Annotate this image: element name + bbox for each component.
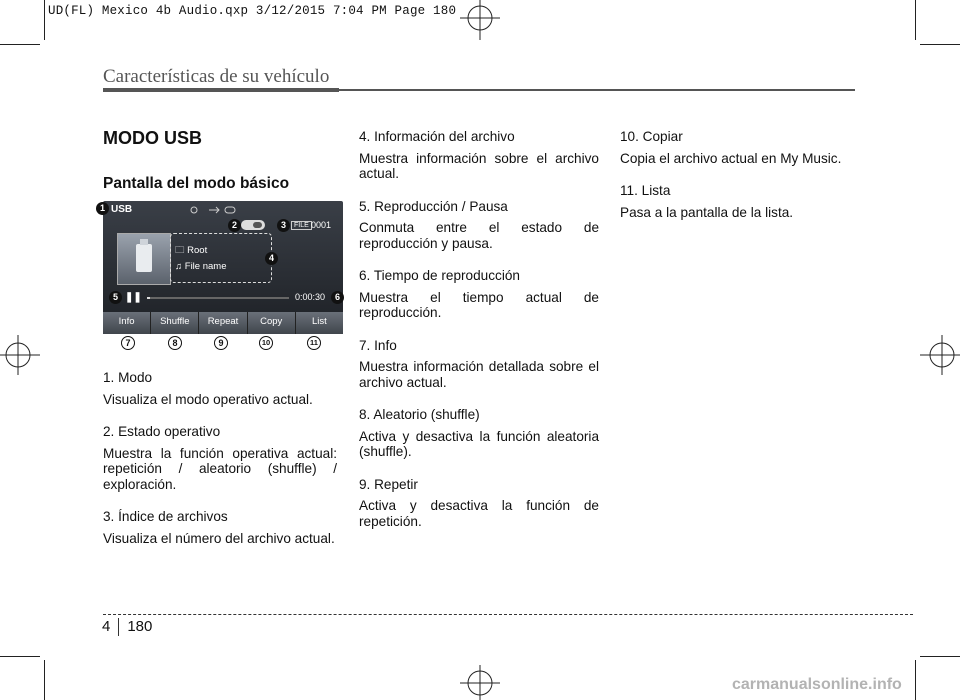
crop-mark — [44, 660, 45, 700]
status-icons — [189, 205, 239, 215]
section-title: Características de su vehículo — [103, 66, 330, 87]
page-number — [102, 618, 152, 636]
item-title: 11. Lista — [620, 183, 671, 198]
registration-mark-icon — [455, 665, 505, 700]
item-desc: Activa y desactiva la función aleatoria (shuffle). — [359, 428, 599, 459]
item-desc: Muestra información sobre el archivo actual. — [359, 150, 599, 181]
item-desc: Conmuta entre el estado de reproducción y pausa. — [359, 220, 599, 251]
column-3 — [620, 129, 860, 237]
callout-1: 1 — [96, 202, 109, 215]
file-index: 0001 — [311, 220, 332, 230]
progress-bar[interactable] — [147, 297, 289, 299]
list-item — [103, 509, 337, 546]
file-tag: FILE — [291, 221, 312, 230]
repeat-button[interactable]: Repeat — [199, 312, 247, 334]
title-rule — [103, 88, 339, 92]
folder-icon: 🗀 — [175, 245, 185, 256]
item-desc: Muestra el tiempo actual de reproducción. — [359, 289, 599, 320]
item-title: 8. Aleatorio (shuffle) — [359, 407, 480, 422]
footer-rule — [103, 614, 913, 615]
usb-screen-figure — [103, 201, 343, 334]
button-row — [103, 312, 343, 334]
item-title: 4. Información del archivo — [359, 129, 515, 144]
callout-9: 9 — [214, 336, 228, 350]
callout-7: 7 — [121, 336, 135, 350]
item-desc: Visualiza el modo operativo actual. — [103, 391, 313, 407]
print-header: UD(FL) Mexico 4b Audio.qxp 3/12/2015 7:04 PM Page 180 — [48, 4, 457, 18]
shuffle-button[interactable]: Shuffle — [151, 312, 199, 334]
callout-6: 6 — [331, 291, 344, 304]
item-title: 1. Modo — [103, 370, 153, 385]
list-item — [359, 477, 599, 530]
list-item — [359, 407, 599, 460]
usb-drive-icon — [118, 234, 170, 284]
callout-5: 5 — [109, 291, 122, 304]
repeat-status-icon — [241, 220, 265, 230]
list-item — [359, 129, 599, 182]
crop-mark — [0, 44, 40, 45]
crop-mark — [920, 656, 960, 657]
pause-icon[interactable]: ❚❚ — [125, 292, 142, 303]
callout-10: 10 — [259, 336, 273, 350]
list-button[interactable]: List — [296, 312, 343, 334]
page-subheading: Pantalla del modo básico — [103, 175, 290, 192]
item-desc: Activa y desactiva la función de repetición. — [359, 498, 599, 529]
crop-mark — [0, 656, 40, 657]
item-title: 5. Reproducción / Pausa — [359, 198, 508, 214]
folder-row — [175, 243, 207, 259]
callout-3: 3 — [277, 219, 290, 232]
chapter-number: 4 — [102, 618, 111, 635]
registration-mark-icon — [920, 330, 960, 380]
item-desc: Muestra información detallada sobre el archivo actual. — [359, 359, 599, 390]
watermark: carmanualsonline.info — [732, 676, 902, 693]
crop-mark — [915, 660, 916, 700]
list-item — [359, 338, 599, 391]
item-desc: Pasa a la pantalla de la lista. — [620, 204, 794, 220]
item-title: 2. Estado operativo — [103, 424, 221, 439]
play-time: 0:00:30 — [295, 292, 326, 302]
file-row — [175, 261, 226, 272]
list-item — [359, 268, 599, 321]
registration-mark-icon — [455, 0, 505, 40]
file-info-box — [170, 233, 272, 283]
music-note-icon: ♫ — [175, 261, 183, 272]
column-2 — [359, 129, 599, 546]
folder-name: Root — [187, 245, 208, 256]
item-title: 7. Info — [359, 337, 397, 353]
item-title: 9. Repetir — [359, 476, 418, 492]
list-item — [620, 129, 860, 166]
list-item — [359, 199, 599, 252]
copy-button[interactable]: Copy — [248, 312, 296, 334]
album-art — [117, 233, 171, 285]
list-item — [103, 370, 337, 407]
title-rule — [339, 89, 855, 91]
list-item — [103, 424, 337, 492]
page-heading: MODO USB — [103, 128, 202, 148]
file-name: File name — [184, 261, 227, 272]
crop-mark — [44, 0, 45, 40]
progress-fill — [147, 297, 150, 299]
item-desc: Muestra la función operativa actual: repetición / aleatorio (shuffle) / exploración. — [103, 445, 337, 492]
crop-mark — [915, 0, 916, 40]
crop-mark — [920, 44, 960, 45]
item-desc: Visualiza el número del archivo actual. — [103, 530, 335, 546]
page-num: 180 — [127, 618, 153, 635]
item-desc: Copia el archivo actual en My Music. — [620, 150, 842, 166]
info-button[interactable]: Info — [103, 312, 151, 334]
list-item — [620, 183, 860, 220]
item-title: 10. Copiar — [620, 129, 683, 144]
registration-mark-icon — [0, 330, 40, 380]
mode-label: USB — [111, 204, 133, 215]
callout-4: 4 — [265, 252, 278, 265]
column-1 — [103, 370, 337, 563]
item-title: 3. Índice de archivos — [103, 509, 228, 524]
item-title: 6. Tiempo de reproducción — [359, 268, 520, 283]
callout-11: 11 — [307, 336, 321, 350]
callout-2: 2 — [228, 219, 241, 232]
callout-8: 8 — [168, 336, 182, 350]
